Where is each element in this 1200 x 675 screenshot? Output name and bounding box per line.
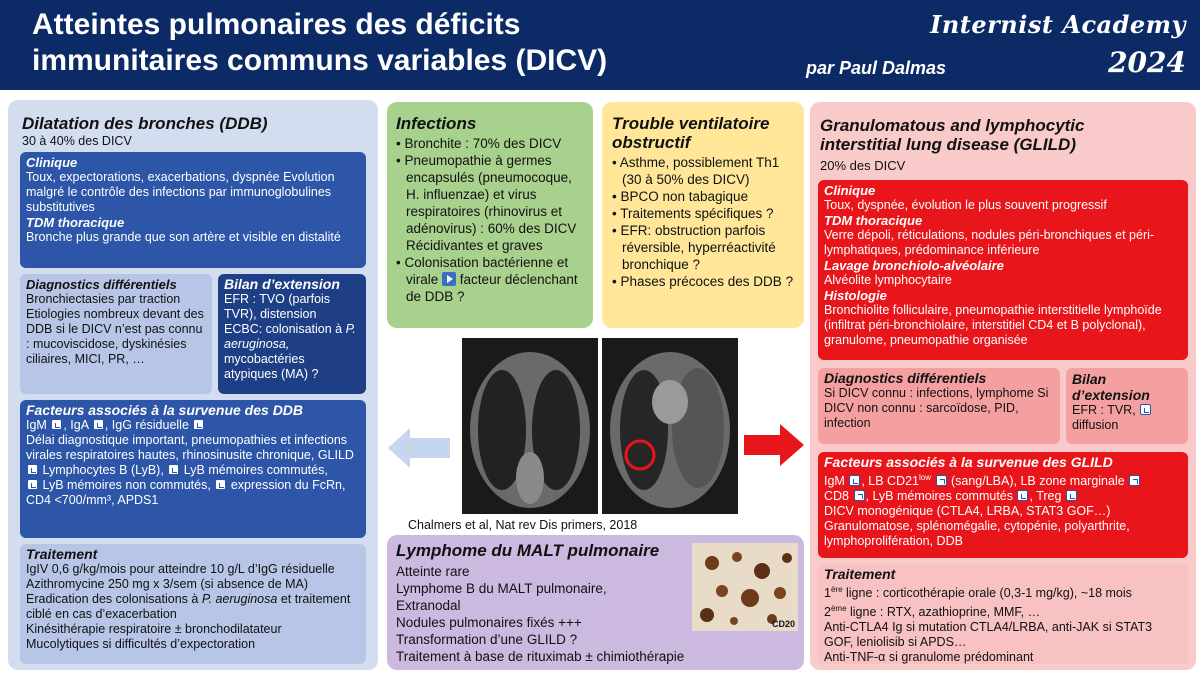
ddb-erad-end: et traitement ciblé en cas d’exacerbation [26,592,351,621]
decrease-arrow-icon [27,464,38,475]
glild-bilan-box [1066,368,1188,444]
glild-trt-2-sup: ème [830,604,847,614]
glild-lba-text: Alvéolite lymphocytaire [824,273,952,287]
trouble-title: Trouble ventilatoire obstructif [612,114,770,152]
increase-arrow-icon [854,490,865,501]
glild-panel [810,102,1196,670]
decrease-arrow-icon [1140,404,1151,415]
ddb-clinique-text: Toux, expectorations, exacerbations, dyspnée Evolution malgré le contrôle des infections par immunoglobulines substitutives [26,170,335,214]
glild-histo-text: Bronchiolite folliculaire, pneumopathie interstitielle lymphoïde (infiltrat péri-bronchiolaire, interstitiel CD4 et B polyclonal), granulome, pneumopathie organisée [824,303,1162,347]
ct-scan-image [462,338,738,514]
ddb-iga: , IgA [63,418,89,432]
ddb-expr: expression du FcRn, CD4 <700/mm³, APDS1 [26,478,346,507]
ddb-diff-box [20,274,212,394]
trouble-item: • Traitements spécifiques ? [612,206,774,221]
trouble-item: • EFR: obstruction parfois réversible, hyperréactivité bronchique ? [612,223,776,272]
author: par Paul Dalmas [806,58,947,78]
glild-cd21: , LB CD21 [861,474,919,489]
glild-trt-2-text: ligne : RTX, azathioprine, MMF, … [850,605,1041,620]
decrease-arrow-icon [93,419,104,430]
glild-facteurs-title: Facteurs associés à la survenue des GLILD [824,454,1113,470]
decrease-arrow-icon [1017,490,1028,501]
ddb-clinique-title: Clinique [26,155,78,170]
glild-lybm: , LyB mémoires commutés [865,489,1013,504]
glild-clinique-text: Toux, dyspnée, évolution le plus souvent progressif [824,198,1107,212]
ddb-igm: IgM [26,418,47,432]
decrease-arrow-icon [51,419,62,430]
infections-item: • Bronchite : 70% des DICV [396,136,562,151]
glild-clinique-title: Clinique [824,183,876,198]
page-title-line-2: immunitaires communs variables (DICV) [32,44,608,77]
decrease-arrow-icon [215,479,226,490]
ddb-diff-text: Bronchiectasies par traction Etiologies nombreux devant des DDB si le DICV n’est pas connu : mucoviscidose, dyskinésies ciliaires, MICI, PR, … [26,292,204,366]
cd20-histology-image [692,543,798,631]
decrease-arrow-icon [27,479,38,490]
cd20-label: CD20 [771,619,795,629]
ddb-clinique-box [20,152,366,268]
decrease-arrow-icon [1066,490,1077,501]
ddb-traitement-title: Traitement [26,546,98,562]
infections-item: • Pneumopathie à germes encapsulés (pneumocoque, H. influenzae) et virus respiratoires (rhinovirus et adénovirus) : 60% des DICV Récidivantes et graves [396,153,577,253]
glild-bilan-diffusion: diffusion [1072,418,1119,432]
ddb-tdm-text: Bronche plus grande que son artère et visible en distalité [26,230,341,244]
ddb-traitement-line: Mucolytiques si difficultés d’expectoration [26,637,256,651]
left-arrow-icon [388,428,450,468]
glild-igm: IgM [824,474,845,489]
ddb-igg: , IgG résiduelle [104,418,189,432]
ddb-subtitle: 30 à 40% des DICV [22,134,132,148]
glild-subtitle: 20% des DICV [820,158,906,173]
glild-trt-1-text: ligne : corticothérapie orale (0,3-1 mg/kg), ~18 mois [846,586,1132,601]
ddb-bilan-ma: mycobactéries atypiques (MA) ? [224,352,319,381]
ddb-erad: Eradication des colonisations à [26,592,199,606]
glild-trt-1-sup: ère [830,585,843,594]
glild-tdm-text: Verre dépoli, réticulations, nodules péri-bronchiques et péri-lymphatiques, prédominance inférieure [824,228,1155,257]
glild-trt-1: 1 [824,586,831,601]
glild-lbzm: (sang/LBA), LB zone marginale [950,474,1125,489]
glild-bilan-efr: EFR : TVR, [1072,403,1136,417]
glild-title: Granulomatous and lymphocytic interstitial lung disease (GLILD) [820,116,1085,154]
malt-panel [387,535,804,670]
glild-bilan-title: Bilan d’extension [1072,371,1150,403]
ddb-traitement-line: Kinésithérapie respiratoire ± bronchodilatateur [26,622,282,636]
ddb-erad-pa: P. aeruginosa [201,592,278,606]
play-arrow-icon [442,272,456,286]
decrease-arrow-icon [193,419,204,430]
ddb-facteurs-text: Délai diagnostique important, pneumopathies et infections virales respiratoires hautes, rhinosinusite chronique, GLILD [26,433,354,462]
increase-arrow-icon [936,475,947,486]
infections-panel [387,102,593,328]
malt-line: Atteinte rare [396,564,470,579]
glild-lba-title: Lavage bronchiolo-alvéolaire [824,258,1004,273]
ddb-facteurs-title: Facteurs associés à la survenue des DDB [26,402,304,418]
ddb-bilan-title: Bilan d’extension [224,276,340,292]
ddb-traitement-box [20,544,366,664]
ddb-diff-title: Diagnostics différentiels [26,277,177,292]
malt-line: Traitement à base de rituximab ± chimiothérapie [396,649,685,664]
ddb-bilan-ecbc: ECBC: colonisation à [224,322,343,336]
ddb-bilan-efr: EFR : TVO (parfois TVR), distension [224,292,331,321]
ddb-bilan-pa: P. aeruginosa, [224,322,356,351]
glild-diff-text: Si DICV connu : infections, lymphome Si DICV non connu : sarcoïdose, PID, infection [824,386,1049,430]
ct-figure [462,338,738,514]
glild-diff-title: Diagnostics différentiels [824,370,987,386]
glild-traitement-title: Traitement [824,566,896,582]
ddb-lybm: LyB mémoires commutés, [183,463,328,477]
page-title-line-1: Atteintes pulmonaires des déficits [32,8,521,41]
figure-caption: Chalmers et al, Nat rev Dis primers, 2018 [408,518,638,532]
decrease-arrow-icon [168,464,179,475]
glild-treg: , Treg [1029,489,1062,504]
glild-trt-4: Anti-TNF-α si granulome prédominant [824,650,1034,665]
glild-histo-title: Histologie [824,288,887,303]
infections-item: • Colonisation bactérienne et virale facteur déclenchant de DDB ? [396,255,578,304]
ddb-tdm-title: TDM thoracique [26,215,125,230]
ddb-traitement-line: Azithromycine 250 mg x 3/sem (si absence de MA) [26,577,309,591]
ddb-traitement-line: IgIV 0,6 g/kg/mois pour atteindre 10 g/L d’IgG résiduelle [26,562,335,576]
glild-diff-box [818,368,1060,444]
decrease-arrow-icon [849,475,860,486]
ddb-bilan-box [218,274,366,394]
right-arrow-icon [744,424,804,466]
glild-cd8: CD8 [824,489,850,504]
malt-line: Lymphome B du MALT pulmonaire, Extranodal [396,581,607,613]
malt-line: Transformation d’une GLILD ? [396,632,578,647]
malt-title: Lymphome du MALT pulmonaire [396,541,660,560]
brand-logo-text: Internist Academy [930,10,1186,39]
infections-title: Infections [396,114,477,133]
trouble-item: • Asthme, possiblement Th1 (30 à 50% des DICV) [612,155,780,187]
ddb-lyb: Lymphocytes B (LyB), [42,463,164,477]
header-banner [0,0,1200,90]
glild-clinique-box [818,180,1188,360]
increase-arrow-icon [1129,475,1140,486]
ddb-facteurs-box [20,400,366,538]
glild-tdm-title: TDM thoracique [824,213,923,228]
glild-trt-3: Anti-CTLA4 Ig si mutation CTLA4/LRBA, anti-JAK si STAT3 GOF, leniolisib si APDS… [824,620,1153,650]
glild-facteurs-mono: DICV monogénique (CTLA4, LRBA, STAT3 GOF…) [824,504,1111,519]
glild-facteurs-box [818,452,1188,558]
malt-line: Nodules pulmonaires fixés +++ [396,615,582,630]
glild-facteurs-assoc: Granulomatose, splénomégalie, cytopénie, polyarthrite, lymphoprolifération, DDB [824,519,1130,549]
trouble-item: • Phases précoces des DDB ? [612,274,794,289]
ddb-title: Dilatation des bronches (DDB) [22,114,268,133]
trouble-item: • BPCO non tabagique [612,189,749,204]
ddb-panel [8,100,378,670]
year: 2024 [1108,46,1186,79]
glild-cd21-sup: low [919,473,932,482]
glild-traitement-box [818,564,1188,664]
glild-trt-2: 2 [824,605,831,620]
ddb-lybnc: LyB mémoires non commutés, [42,478,211,492]
trouble-panel [602,102,804,328]
